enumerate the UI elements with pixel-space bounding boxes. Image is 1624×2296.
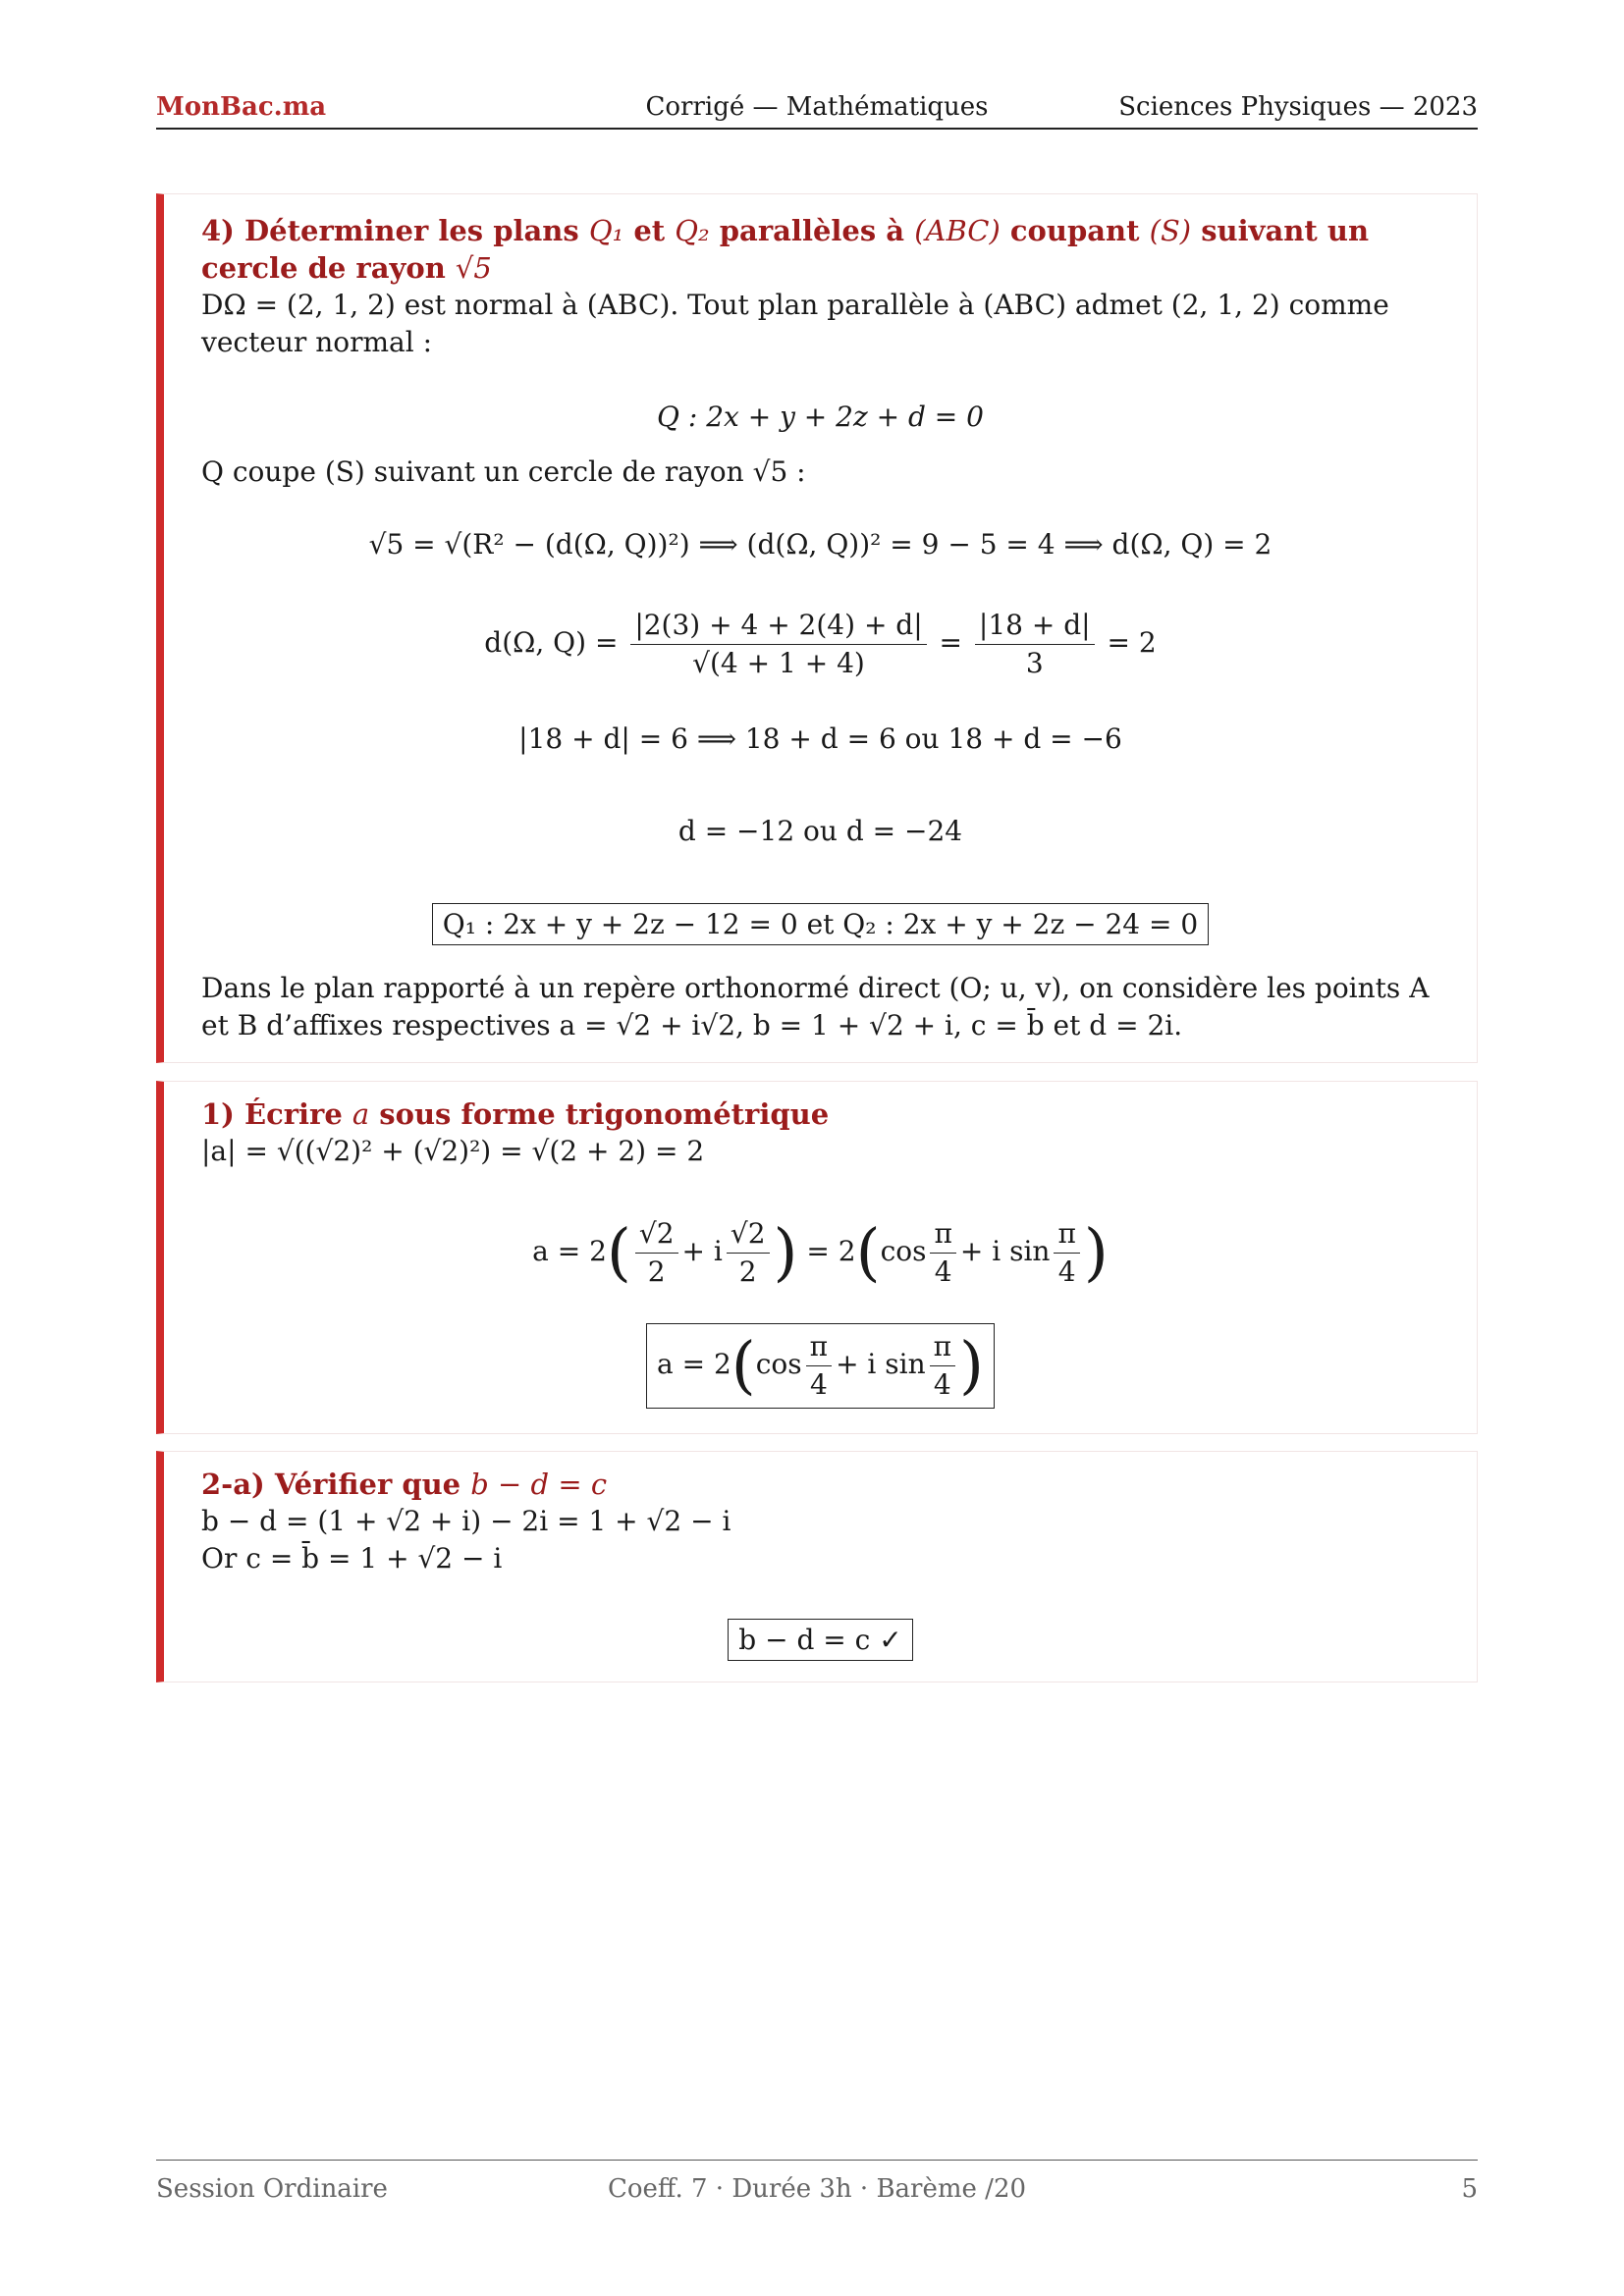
plane-equation: Q : 2x + y + 2z + d = 0 [657, 400, 984, 433]
footer-session: Session Ordinaire [156, 2174, 388, 2204]
question-box-2a [156, 1451, 1478, 1682]
conjugate-line: Or c = b̄ = 1 + √2 − i [201, 1542, 503, 1575]
question-title: 1) Écrire a sous forme trigonométrique [201, 1097, 830, 1131]
question-box-1 [156, 1081, 1478, 1434]
cut-condition-text: Q coupe (S) suivant un cercle de rayon √5 : [201, 455, 806, 488]
header-title: Corrigé — Mathématiques [645, 92, 989, 122]
d-solutions: d = −12 ou d = −24 [677, 815, 963, 847]
modulus-line: |a| = √((√2)² + (√2)²) = √(2 + 2) = 2 [201, 1135, 705, 1167]
verification-result: b − d = c ✓ [164, 1619, 1477, 1661]
trig-form-result: a = 2(cos $\frac{\pi}{4}$ + i sin $\frac{\pi}{4}$ ) [164, 1323, 1477, 1409]
question-title: 2-a) Vérifier que b − d = c [201, 1468, 608, 1501]
page-number: 5 [1461, 2174, 1478, 2204]
question-title: 4) Déterminer les plans Q₁ et Q₂ parallèles à (ABC) coupant (S) suivant un cercle de rayon √5 [201, 214, 1370, 285]
normal-vector-text: DΩ = (2, 1, 2) est normal à (ABC). Tout plan parallèle à (ABC) admet (2, 1, 2) comme vecteur normal : [201, 289, 1389, 358]
difference-line: b − d = (1 + √2 + i) − 2i = 1 + √2 − i [201, 1505, 731, 1537]
header-subject-year: Sciences Physiques — 2023 [1118, 92, 1478, 122]
page-footer [156, 2160, 1478, 2204]
footer-info: Coeff. 7 · Durée 3h · Barème /20 [607, 2174, 1027, 2204]
question-box-4 [156, 193, 1478, 1063]
radius-equation: √5 = √(R² − (d(Ω, Q))²) ⟹ (d(Ω, Q))² = 9 − 5 = 4 ⟹ d(Ω, Q) = 2 [368, 528, 1272, 561]
distance-equation: d(Ω, Q) = $\frac{|2(3) + 4 + 2(4) + d|}{√(4 + 1 + 4)}$ = $\frac{|18 + d|}{3}$ = 2 [484, 609, 1157, 679]
page-header [156, 88, 1478, 130]
plane-result: Q₁ : 2x + y + 2z − 12 = 0 et Q₂ : 2x + y + 2z − 24 = 0 [164, 903, 1477, 945]
absolute-value-equation: |18 + d| = 6 ⟹ 18 + d = 6 ou 18 + d = −6 [518, 722, 1122, 755]
header-brand: MonBac.ma [156, 92, 327, 122]
complex-intro-text: Dans le plan rapporté à un repère orthonormé direct (O; u, v), on considère les points A et B d’affixes respectives a = √2 + i√2, b = 1 + √2 + i, c = b̄ et d = 2i. [201, 972, 1430, 1041]
trig-form-equation: a = 2( $\frac{√2}{2}$ + i $\frac{√2}{2}$ ) = 2(cos $\frac{\pi}{4}$ + i sin $\frac{\pi}{4}$ ) [532, 1216, 1109, 1290]
